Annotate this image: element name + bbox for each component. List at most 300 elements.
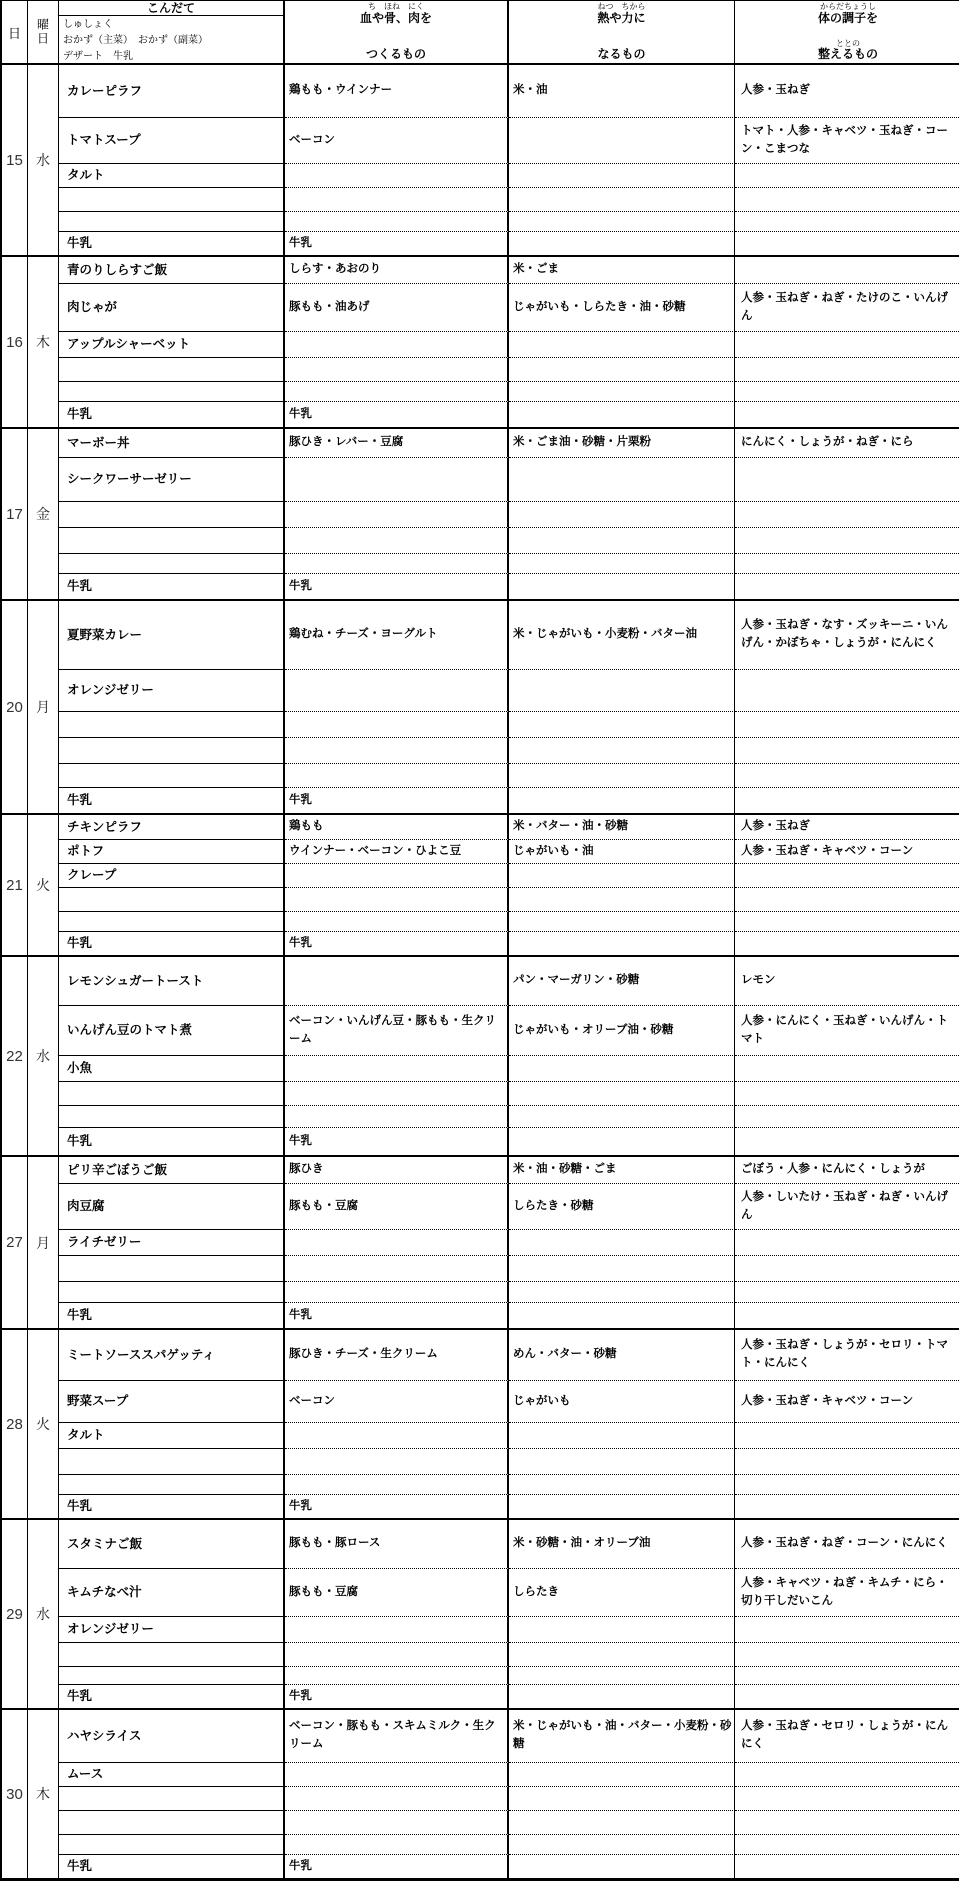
vitamin-cell (735, 527, 959, 553)
day-number-cell (2, 1710, 28, 1878)
table-row (59, 211, 959, 231)
vitamin-cell (735, 457, 959, 501)
header-protein-furigana: ち ほね にく (368, 2, 424, 11)
menu-cell (59, 501, 285, 527)
day-rows (59, 815, 959, 955)
protein-text: 豚ひき・レバー・豆腐 (289, 436, 404, 449)
energy-cell (509, 1642, 735, 1666)
table-row (59, 1005, 959, 1055)
protein-cell (285, 1448, 509, 1474)
energy-cell (509, 573, 735, 599)
protein-cell (285, 527, 509, 553)
protein-cell (285, 231, 509, 255)
vitamin-cell (735, 1834, 959, 1854)
vitamin-cell (735, 231, 959, 255)
menu-text: いんげん豆のトマト煮 (67, 1023, 193, 1038)
vitamin-cell (735, 257, 959, 283)
table-row (59, 283, 959, 331)
protein-cell (285, 1255, 509, 1281)
energy-text: 米・ごま (513, 263, 559, 276)
day-block (2, 957, 959, 1157)
vitamin-cell (735, 1081, 959, 1105)
energy-cell (509, 429, 735, 457)
menu-text: 牛乳 (67, 1499, 93, 1514)
vitamin-cell (735, 1127, 959, 1155)
protein-text: 豚もも・豆腐 (289, 1585, 358, 1598)
day-number-cell (2, 815, 28, 955)
energy-text: 米・ごま油・砂糖・片栗粉 (513, 436, 651, 449)
energy-cell (509, 787, 735, 813)
vitamin-cell (735, 1183, 959, 1229)
day-number-cell (2, 65, 28, 255)
protein-cell (285, 887, 509, 911)
energy-cell (509, 1081, 735, 1105)
menu-cell (59, 1127, 285, 1155)
day-number-cell (2, 429, 28, 599)
weekday-label: 木 (36, 334, 50, 350)
energy-cell (509, 1448, 735, 1474)
protein-cell (285, 1105, 509, 1127)
protein-cell (285, 1422, 509, 1448)
protein-cell (285, 1229, 509, 1255)
protein-cell (285, 1474, 509, 1494)
energy-cell (509, 1127, 735, 1155)
energy-cell (509, 257, 735, 283)
energy-text: じゃがいも・しらたき・油・砂糖 (513, 300, 686, 313)
table-row (59, 1330, 959, 1380)
menu-cell (59, 1081, 285, 1105)
protein-cell (285, 711, 509, 737)
table-row (59, 1183, 959, 1229)
header-vitamin (735, 1, 959, 63)
menu-text: 牛乳 (67, 579, 93, 594)
vitamin-cell (735, 1422, 959, 1448)
menu-cell (59, 1762, 285, 1786)
energy-cell (509, 1422, 735, 1448)
menu-cell (59, 1255, 285, 1281)
table-row (59, 737, 959, 763)
menu-cell (59, 1520, 285, 1568)
protein-cell (285, 957, 509, 1005)
energy-cell (509, 957, 735, 1005)
menu-cell (59, 1281, 285, 1302)
vitamin-cell (735, 1255, 959, 1281)
weekday-cell (28, 601, 59, 813)
vitamin-cell (735, 1666, 959, 1684)
energy-cell (509, 163, 735, 187)
protein-cell (285, 931, 509, 955)
protein-text: しらす・あおのり (289, 263, 381, 276)
menu-cell (59, 839, 285, 863)
protein-text: 豚ひき (289, 1163, 324, 1176)
day-number-cell (2, 1520, 28, 1708)
table-row (59, 787, 959, 813)
vitamin-cell (735, 711, 959, 737)
table-row (59, 1642, 959, 1666)
energy-cell (509, 1302, 735, 1328)
menu-cell (59, 1448, 285, 1474)
protein-cell (285, 163, 509, 187)
vitamin-cell (735, 1474, 959, 1494)
energy-cell (509, 931, 735, 955)
table-row (59, 457, 959, 501)
protein-text: 牛乳 (289, 936, 312, 949)
day-number: 28 (6, 1415, 23, 1433)
energy-cell (509, 863, 735, 887)
table-row (59, 1380, 959, 1422)
energy-cell (509, 1255, 735, 1281)
day-block (2, 1330, 959, 1520)
table-row (59, 1520, 959, 1568)
vitamin-cell (735, 787, 959, 813)
vitamin-cell (735, 839, 959, 863)
header-menu-sub-shushoku: しゅしょく (63, 19, 113, 30)
vitamin-text: 人参・にんにく・玉ねぎ・いんげん・トマト (741, 1014, 948, 1045)
day-rows (59, 601, 959, 813)
protein-cell (285, 457, 509, 501)
menu-cell (59, 1380, 285, 1422)
protein-text: ウインナー・ベーコン・ひよこ豆 (289, 844, 462, 857)
energy-cell (509, 1005, 735, 1055)
table-row (59, 357, 959, 381)
protein-cell (285, 1810, 509, 1834)
vitamin-cell (735, 117, 959, 163)
vitamin-text: 人参・玉ねぎ・なす・ズッキーニ・いんげん・かぼちゃ・しょうが・にんにく (741, 619, 948, 649)
menu-text: ポトフ (67, 844, 105, 859)
energy-text: じゃがいも (513, 1394, 571, 1407)
day-rows (59, 957, 959, 1155)
protein-cell (285, 381, 509, 401)
header-weekday-label: 曜日 (35, 18, 50, 46)
table-header (2, 1, 959, 65)
protein-text: 鶏むね・チーズ・ヨーグルト (289, 628, 438, 641)
table-row (59, 429, 959, 457)
vitamin-cell (735, 1302, 959, 1328)
protein-text: 豚もも・油あげ (289, 300, 370, 313)
vitamin-text: 人参・キャベツ・ねぎ・キムチ・にら・切り干しだいこん (741, 1576, 948, 1607)
protein-cell (285, 1081, 509, 1105)
vitamin-cell (735, 429, 959, 457)
menu-cell (59, 669, 285, 711)
day-rows (59, 1157, 959, 1328)
day-number: 17 (6, 505, 23, 523)
energy-cell (509, 401, 735, 427)
vitamin-cell (735, 669, 959, 711)
menu-text: シークワーサーゼリー (67, 472, 192, 487)
protein-cell (285, 1786, 509, 1810)
energy-cell (509, 331, 735, 357)
protein-cell (285, 65, 509, 117)
protein-cell (285, 1157, 509, 1183)
table-row (59, 1568, 959, 1616)
day-block (2, 1710, 959, 1881)
menu-text: レモンシュガートースト (67, 973, 204, 988)
weekday-label: 金 (36, 506, 50, 522)
table-row (59, 1474, 959, 1494)
weekday-label: 水 (36, 152, 50, 168)
protein-cell (285, 501, 509, 527)
day-number: 15 (6, 151, 23, 169)
vitamin-cell (735, 1448, 959, 1474)
table-row (59, 1255, 959, 1281)
protein-cell (285, 1380, 509, 1422)
menu-cell (59, 457, 285, 501)
energy-cell (509, 711, 735, 737)
vitamin-cell (735, 1786, 959, 1810)
energy-cell (509, 527, 735, 553)
protein-text: 牛乳 (289, 407, 312, 420)
table-row (59, 1666, 959, 1684)
protein-cell (285, 763, 509, 787)
protein-text: ベーコン (289, 133, 335, 146)
table-row (59, 1422, 959, 1448)
energy-cell (509, 1520, 735, 1568)
protein-cell (285, 1666, 509, 1684)
day-rows (59, 1710, 959, 1878)
menu-cell (59, 1474, 285, 1494)
vitamin-cell (735, 737, 959, 763)
header-protein-line1: 血や骨、肉を (359, 11, 432, 25)
menu-text: オレンジゼリー (67, 1622, 154, 1637)
table-row (59, 839, 959, 863)
energy-cell (509, 737, 735, 763)
vitamin-cell (735, 763, 959, 787)
vitamin-text: 人参・玉ねぎ (741, 820, 810, 833)
protein-cell (285, 1684, 509, 1708)
energy-text: めん・バター・砂糖 (513, 1348, 617, 1361)
protein-cell (285, 737, 509, 763)
protein-cell (285, 283, 509, 331)
menu-cell (59, 187, 285, 211)
table-row (59, 1302, 959, 1328)
energy-text: 米・油 (513, 84, 548, 97)
vitamin-text: 人参・玉ねぎ (741, 84, 810, 97)
menu-cell (59, 1666, 285, 1684)
weekday-cell (28, 257, 59, 427)
energy-cell (509, 669, 735, 711)
day-number: 20 (6, 698, 23, 716)
energy-text: パン・マーガリン・砂糖 (513, 974, 640, 987)
menu-text: 青のりしらすご飯 (67, 262, 168, 277)
protein-cell (285, 401, 509, 427)
menu-cell (59, 863, 285, 887)
menu-text: 肉豆腐 (67, 1199, 105, 1214)
header-vitamin-line1: 体の調子を (817, 11, 878, 25)
menu-cell (59, 1710, 285, 1762)
protein-text: 牛乳 (289, 1134, 312, 1147)
header-menu-title: こんだて (59, 1, 283, 16)
header-menu-sub-dessert: デザート 牛乳 (63, 51, 133, 62)
vitamin-text: 人参・玉ねぎ・セロリ・しょうが・にんにく (741, 1720, 948, 1750)
protein-cell (285, 787, 509, 813)
header-vitamin-line2: 整えるもの (817, 47, 878, 61)
protein-text: 牛乳 (289, 236, 312, 249)
table-body (2, 65, 959, 1881)
table-row (59, 863, 959, 887)
menu-cell (59, 117, 285, 163)
vitamin-cell (735, 357, 959, 381)
menu-cell (59, 1616, 285, 1642)
energy-text: 米・じゃがいも・小麦粉・バター油 (513, 628, 697, 641)
weekday-label: 月 (36, 699, 50, 715)
table-row (59, 573, 959, 599)
vitamin-cell (735, 401, 959, 427)
day-number: 22 (6, 1047, 23, 1065)
table-row (59, 1127, 959, 1155)
protein-cell (285, 357, 509, 381)
vitamin-cell (735, 863, 959, 887)
protein-cell (285, 1055, 509, 1081)
vitamin-cell (735, 163, 959, 187)
table-row (59, 1786, 959, 1810)
menu-cell (59, 65, 285, 117)
energy-cell (509, 381, 735, 401)
energy-cell (509, 1786, 735, 1810)
protein-cell (285, 1183, 509, 1229)
protein-cell (285, 1568, 509, 1616)
protein-cell (285, 1834, 509, 1854)
vitamin-text: 人参・玉ねぎ・ねぎ・コーン・にんにく (741, 1537, 948, 1550)
energy-cell (509, 553, 735, 573)
weekday-cell (28, 1520, 59, 1708)
protein-text: ベーコン・いんげん豆・豚もも・生クリーム (289, 1014, 496, 1045)
protein-text: 豚ひき・チーズ・生クリーム (289, 1348, 438, 1361)
header-energy-furigana: ねつ ちから (597, 2, 646, 11)
menu-cell (59, 1786, 285, 1810)
table-row (59, 381, 959, 401)
protein-cell (285, 211, 509, 231)
energy-cell (509, 1494, 735, 1518)
vitamin-text: ごぼう・人参・にんにく・しょうが (741, 1163, 925, 1176)
vitamin-cell (735, 1568, 959, 1616)
vitamin-cell (735, 931, 959, 955)
vitamin-cell (735, 1684, 959, 1708)
table-row (59, 501, 959, 527)
day-rows (59, 257, 959, 427)
day-number-cell (2, 257, 28, 427)
weekday-label: 火 (36, 877, 50, 893)
energy-cell (509, 1666, 735, 1684)
menu-text: タルト (67, 168, 105, 183)
protein-text: 牛乳 (289, 1689, 312, 1702)
table-row (59, 1157, 959, 1183)
weekday-label: 火 (36, 1416, 50, 1432)
energy-text: しらたき・砂糖 (513, 1199, 594, 1212)
menu-text: ライチゼリー (67, 1235, 142, 1250)
protein-cell (285, 331, 509, 357)
table-row (59, 331, 959, 357)
menu-cell (59, 763, 285, 787)
protein-text: 鶏もも (289, 820, 324, 833)
menu-cell (59, 1422, 285, 1448)
energy-cell (509, 117, 735, 163)
protein-text: 牛乳 (289, 1308, 312, 1321)
menu-text: 野菜スープ (67, 1394, 129, 1409)
energy-text: 米・油・砂糖・ごま (513, 1163, 617, 1176)
protein-cell (285, 257, 509, 283)
vitamin-cell (735, 65, 959, 117)
menu-cell (59, 931, 285, 955)
energy-text: じゃがいも・油 (513, 844, 594, 857)
menu-cell (59, 1055, 285, 1081)
vitamin-cell (735, 187, 959, 211)
table-row (59, 1055, 959, 1081)
day-number: 21 (6, 876, 23, 894)
energy-cell (509, 1568, 735, 1616)
energy-cell (509, 1055, 735, 1081)
weekday-label: 月 (36, 1234, 50, 1251)
day-number-cell (2, 957, 28, 1155)
protein-cell (285, 669, 509, 711)
energy-cell (509, 1474, 735, 1494)
vitamin-cell (735, 501, 959, 527)
day-number-cell (2, 1330, 28, 1518)
vitamin-cell (735, 1494, 959, 1518)
energy-cell (509, 457, 735, 501)
protein-cell (285, 429, 509, 457)
energy-text: じゃがいも・オリーブ油・砂糖 (513, 1023, 674, 1036)
energy-cell (509, 1229, 735, 1255)
protein-text: 鶏もも・ウインナー (289, 84, 393, 97)
energy-cell (509, 1834, 735, 1854)
weekday-cell (28, 957, 59, 1155)
vitamin-cell (735, 1330, 959, 1380)
protein-cell (285, 1302, 509, 1328)
menu-cell (59, 231, 285, 255)
menu-cell (59, 381, 285, 401)
table-row (59, 815, 959, 839)
energy-cell (509, 839, 735, 863)
protein-text: 豚もも・豚ロース (289, 1537, 381, 1550)
header-menu-subtitles (59, 16, 283, 65)
vitamin-cell (735, 1642, 959, 1666)
menu-cell (59, 283, 285, 331)
table-row (59, 1834, 959, 1854)
menu-cell (59, 1183, 285, 1229)
menu-cell (59, 1684, 285, 1708)
weekday-cell (28, 815, 59, 955)
vitamin-cell (735, 1710, 959, 1762)
day-number: 30 (6, 1785, 23, 1803)
menu-cell (59, 737, 285, 763)
weekday-cell (28, 1710, 59, 1878)
energy-cell (509, 763, 735, 787)
menu-text: カレーピラフ (67, 83, 143, 98)
table-row (59, 1281, 959, 1302)
menu-text: 牛乳 (67, 236, 93, 251)
table-row (59, 257, 959, 283)
table-row (59, 931, 959, 955)
menu-text: ムース (67, 1767, 104, 1782)
table-row (59, 401, 959, 427)
header-weekday (28, 1, 59, 63)
menu-text: アップルシャーベット (67, 337, 191, 352)
vitamin-cell (735, 957, 959, 1005)
menu-text: 牛乳 (67, 1134, 93, 1149)
menu-text: ピリ辛ごぼうご飯 (67, 1162, 168, 1177)
energy-cell (509, 1281, 735, 1302)
vitamin-cell (735, 381, 959, 401)
weekday-cell (28, 1157, 59, 1328)
table-row (59, 553, 959, 573)
energy-text: しらたき (513, 1585, 559, 1598)
menu-cell (59, 911, 285, 931)
energy-cell (509, 187, 735, 211)
table-row (59, 887, 959, 911)
header-day-label: 日 (7, 25, 21, 41)
menu-cell (59, 1157, 285, 1183)
vitamin-text: 人参・玉ねぎ・キャベツ・コーン (741, 844, 914, 857)
